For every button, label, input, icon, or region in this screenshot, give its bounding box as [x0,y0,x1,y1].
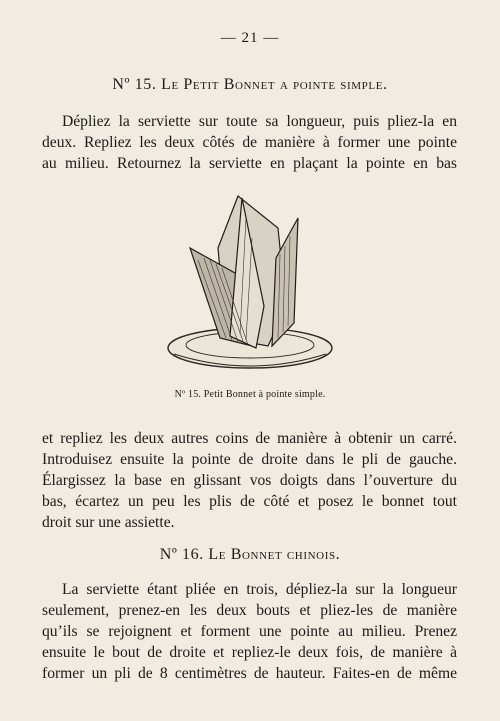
text-line: Dépliez la serviette sur toute sa longueur, puis pliez-la en [62,113,457,130]
paragraph-15-intro [42,111,457,174]
paragraph-16 [42,579,457,684]
text-line: Introduisez ensuite la pointe de droite dans le pli de gauche. [42,451,457,468]
figure-caption: Nº 15. Petit Bonnet à pointe simple. [174,389,326,400]
text-line: bas, écartez un peu les plis de côté et posez le bonnet tout [42,493,457,510]
napkin-bonnet-illustration [160,188,340,378]
paragraph-15-continued [42,428,457,533]
text-line: et repliez les deux autres coins de manière à obtenir un carré. [42,430,457,447]
text-line: droit sur une assiette. [42,514,175,531]
text-line: ensuite le bout de droite et repliez-le deux fois, de manière à [42,644,457,661]
page-number: — 21 — [220,30,280,46]
text-line: seulement, prenez-en les deux bouts et pliez-les de manière [42,602,457,619]
text-line: La serviette étant pliée en trois, dépliez-la sur la longueur [62,581,457,598]
section-heading-15: Nº 15. Le Petit Bonnet a pointe simple. [112,76,388,93]
text-line: former un pli de 8 centimètres de hauteur. Faites-en de même [42,665,457,682]
section-heading-16: Nº 16. Le Bonnet chinois. [159,546,341,563]
text-line: au milieu. Retournez la serviette en plaçant la pointe en bas [42,155,457,172]
text-line: deux. Repliez les deux côtés de manière à former une pointe [42,134,457,151]
text-line: Élargissez la base en glissant vos doigts dans l’ouverture du [42,472,457,489]
text-line: qu’ils se rejoignent et forment une pointe au milieu. Prenez [42,623,457,640]
